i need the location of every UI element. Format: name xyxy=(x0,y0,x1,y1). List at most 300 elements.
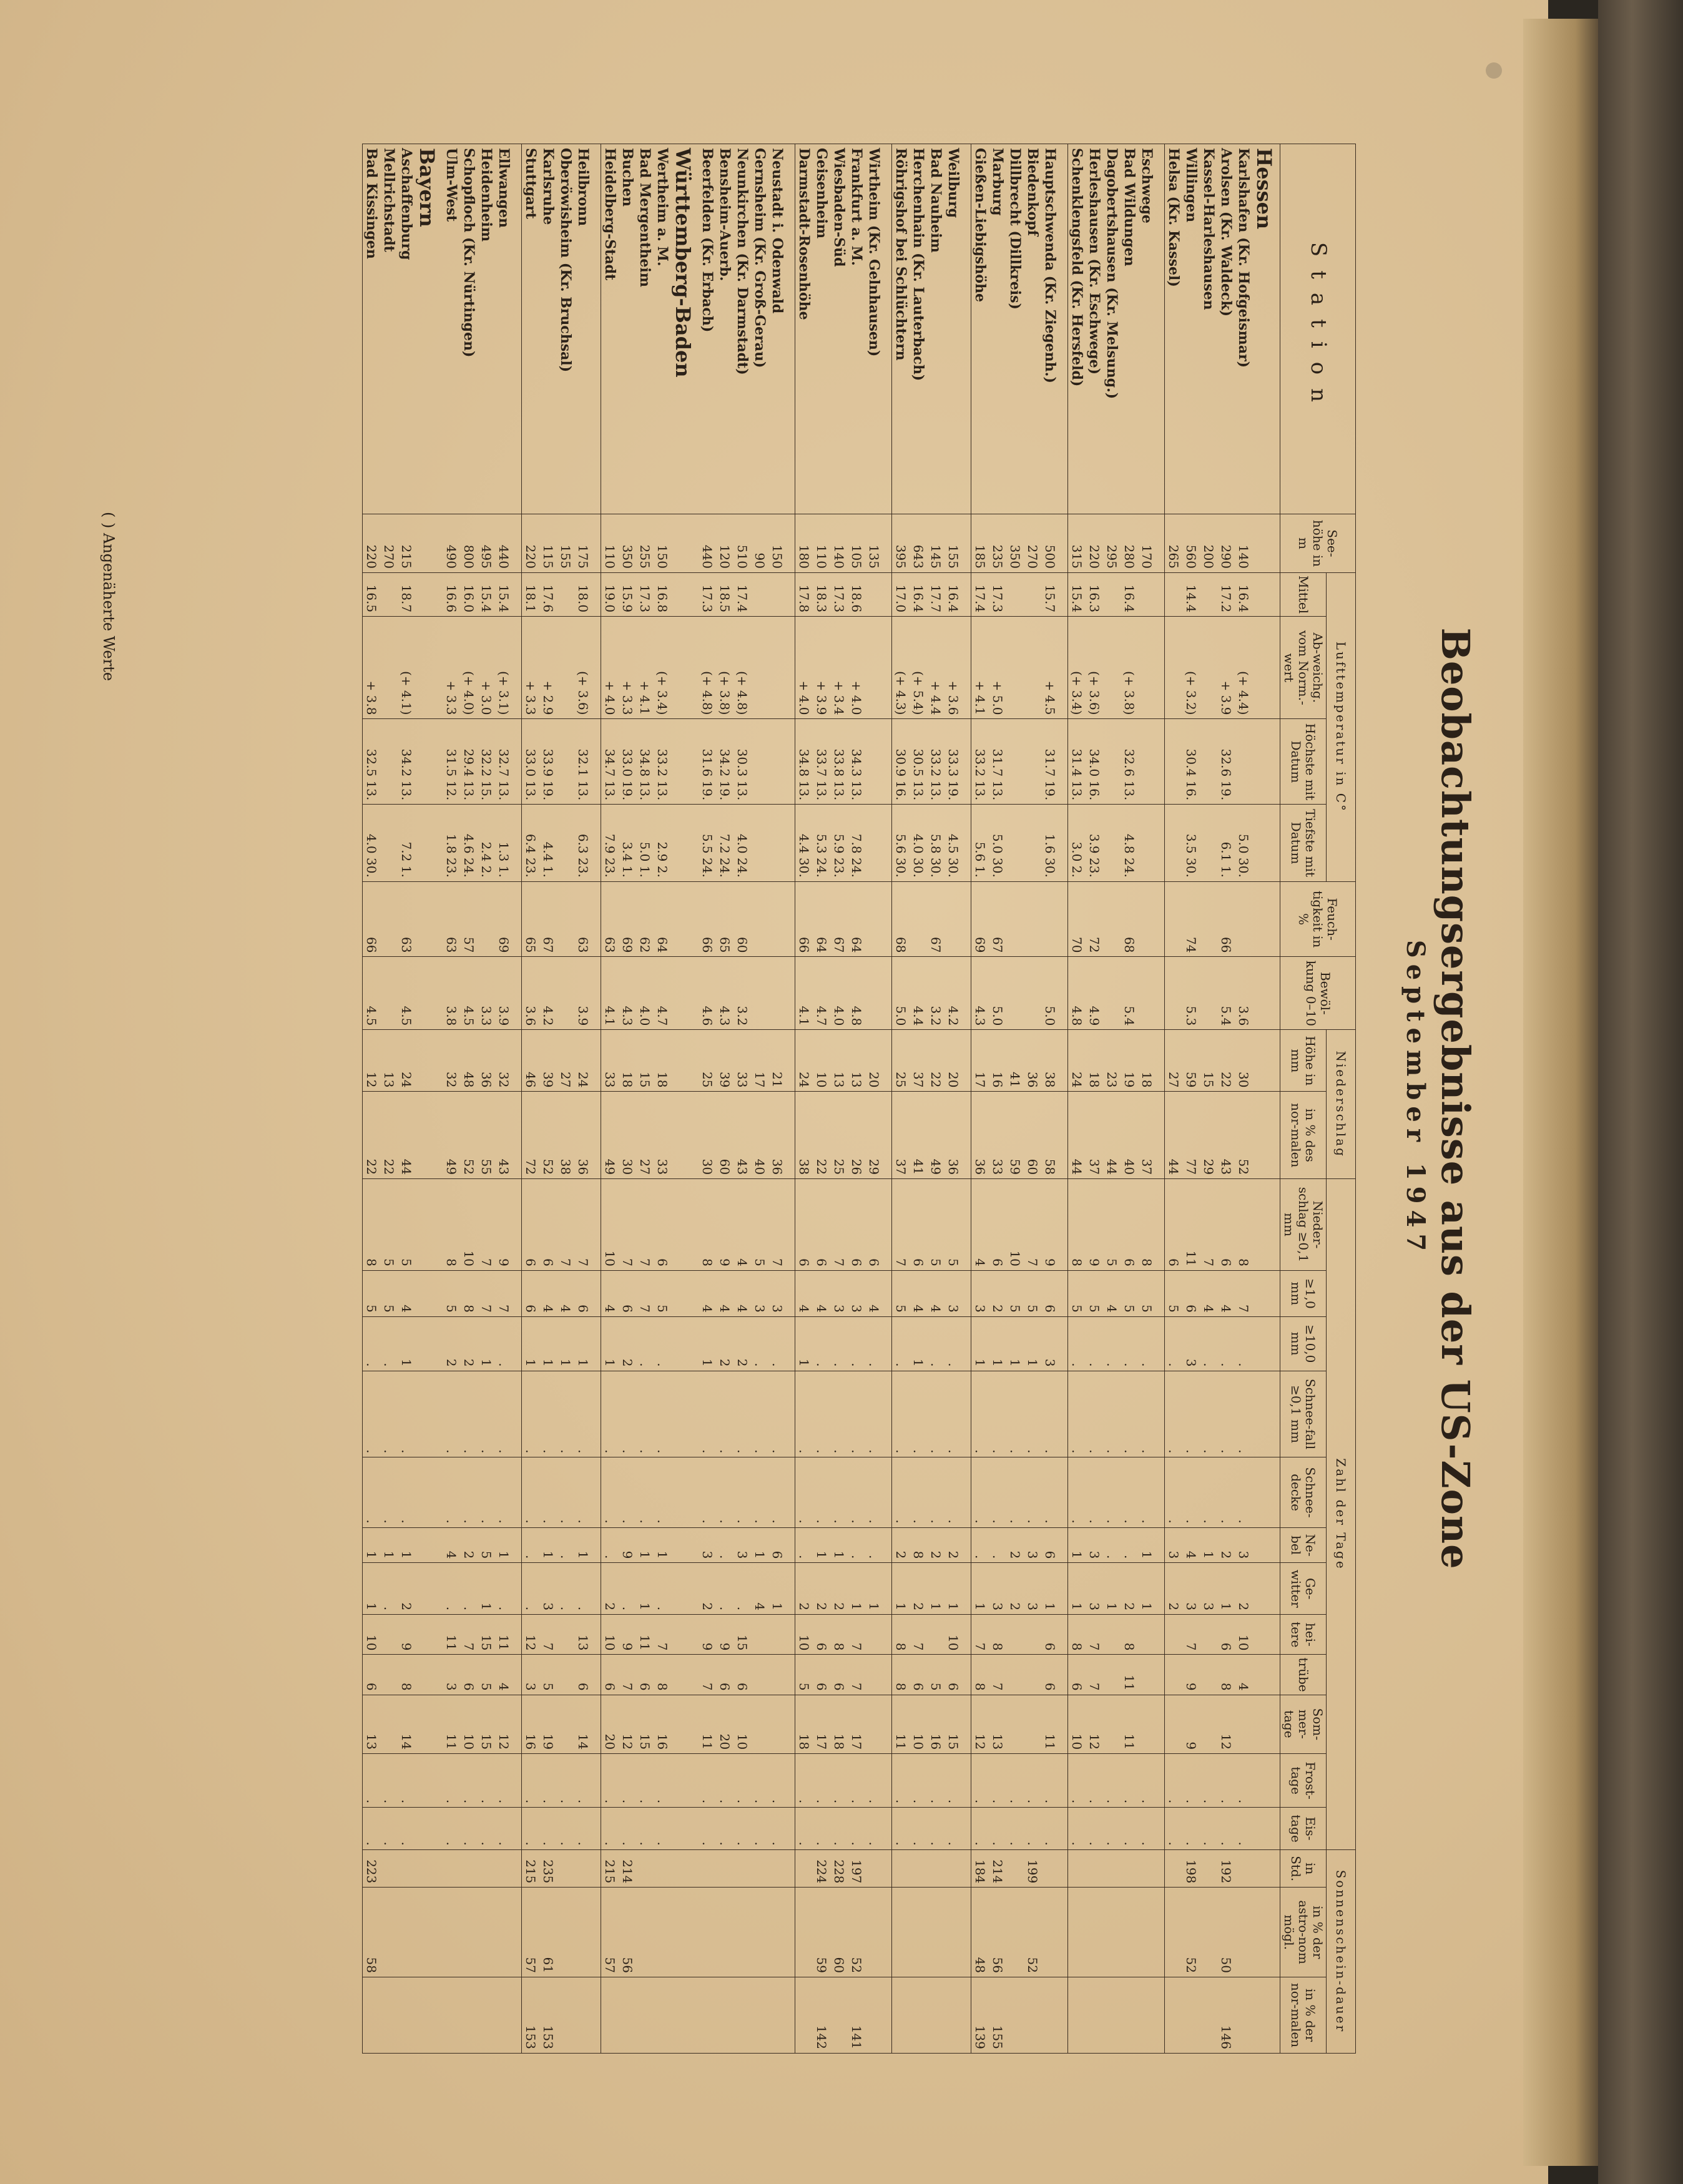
cell-n01: 6 xyxy=(848,1179,865,1271)
station-name: Willingen xyxy=(1182,144,1200,514)
cell-n01: 5 xyxy=(927,1179,945,1271)
cell-nsp xyxy=(513,1092,522,1179)
cell-hei xyxy=(927,1615,945,1655)
cell-bew: 4.7 xyxy=(654,957,671,1030)
cell-sst xyxy=(443,1849,460,1888)
cell-n01: 8 xyxy=(1138,1179,1156,1271)
col-feuchtigkeit: Feuch-tigkeit in % xyxy=(1280,881,1356,957)
cell-sst xyxy=(734,1849,751,1888)
cell-n10: . xyxy=(945,1316,962,1371)
cell-som xyxy=(865,1695,883,1754)
cell-n10: 3 xyxy=(1041,1316,1059,1371)
group-niederschlag: Niederschlag xyxy=(1327,1030,1356,1179)
cell-sd: . xyxy=(654,1457,671,1527)
cell-sst: 198 xyxy=(1182,1849,1200,1888)
cell-hei: 8 xyxy=(1068,1615,1086,1655)
cell-feu: 69 xyxy=(971,881,989,957)
cell-gew xyxy=(962,1563,971,1615)
cell-bew: 3.6 xyxy=(522,957,540,1030)
cell-hei: 8 xyxy=(892,1615,910,1655)
cell-mit: 16.5 xyxy=(363,572,381,616)
cell-sno xyxy=(768,1977,786,2053)
cell-nsh: 39 xyxy=(716,1030,734,1092)
cell-n10 xyxy=(592,1316,601,1371)
station-name: Röhrigshof bei Schlüchtern xyxy=(892,144,910,514)
cell-hei: 11 xyxy=(443,1615,460,1655)
cell-bew: 5.4 xyxy=(1121,957,1138,1030)
cell-gew: 4 xyxy=(751,1563,768,1615)
cell-n1 xyxy=(1059,1270,1068,1316)
cell-hoe: 33.2 13. xyxy=(971,719,989,805)
cell-h xyxy=(592,514,601,573)
cell-n1: 4 xyxy=(1217,1270,1235,1316)
cell-gew: 1 xyxy=(636,1563,654,1615)
cell-n01: 6 xyxy=(1165,1179,1183,1271)
cell-mit xyxy=(1156,572,1165,616)
station-name xyxy=(786,144,795,514)
cell-h: 200 xyxy=(1200,514,1217,573)
group-separator xyxy=(1059,144,1068,2054)
cell-sst: 197 xyxy=(848,1849,865,1888)
cell-feu: 68 xyxy=(892,881,910,957)
cell-eis: . xyxy=(927,1808,945,1850)
cell-som xyxy=(592,1695,601,1754)
cell-tru xyxy=(592,1655,601,1695)
cell-neb: 1 xyxy=(636,1527,654,1563)
cell-tru: 11 xyxy=(1121,1655,1138,1695)
cell-nsp: 33 xyxy=(654,1092,671,1179)
station-name xyxy=(1156,144,1165,514)
cell-gew xyxy=(513,1563,522,1615)
cell-n01 xyxy=(883,1179,892,1271)
cell-fro: . xyxy=(734,1754,751,1808)
cell-fro: . xyxy=(443,1754,460,1808)
cell-sf: . xyxy=(478,1371,495,1457)
cell-fro: . xyxy=(522,1754,540,1808)
cell-tru: 7 xyxy=(989,1655,1006,1695)
cell-neb: 2 xyxy=(1006,1527,1024,1563)
group-separator xyxy=(513,144,522,2054)
cell-sst xyxy=(415,1849,443,1888)
cell-neb: 3 xyxy=(1235,1527,1252,1563)
cell-abw xyxy=(592,617,601,719)
cell-hoe: 32.5 13. xyxy=(363,719,381,805)
cell-feu xyxy=(478,881,495,957)
cell-tie: 5.6 1. xyxy=(971,805,989,881)
cell-hei xyxy=(1059,1615,1068,1655)
cell-bew xyxy=(1165,957,1183,1030)
cell-sd: . xyxy=(751,1457,768,1527)
cell-mit: 17.8 xyxy=(795,572,813,616)
cell-sno xyxy=(945,1977,962,2053)
cell-sas xyxy=(699,1888,716,1977)
station-name: Bad Mergentheim xyxy=(636,144,654,514)
cell-n01: 7 xyxy=(892,1179,910,1271)
heading xyxy=(1401,37,1478,2160)
cell-som: 13 xyxy=(363,1695,381,1754)
cell-neb: . xyxy=(848,1527,865,1563)
cell-n01: 10 xyxy=(1006,1179,1024,1271)
cell-nsp: 49 xyxy=(443,1092,460,1179)
cell-sst xyxy=(883,1849,892,1888)
cell-n10 xyxy=(671,1316,699,1371)
table-row xyxy=(574,144,592,2054)
cell-bew: 5.0 xyxy=(1041,957,1059,1030)
table-row xyxy=(619,144,636,2054)
cell-eis: . xyxy=(945,1808,962,1850)
cell-gew: 1 xyxy=(892,1563,910,1615)
cell-abw xyxy=(1138,617,1156,719)
cell-tru: 3 xyxy=(522,1655,540,1695)
cell-abw: + 4.5 xyxy=(1041,617,1059,719)
cell-abw: + 4.0 xyxy=(848,617,865,719)
cell-hoe: 34.8 13. xyxy=(636,719,654,805)
cell-gew: 3 xyxy=(1200,1563,1217,1615)
cell-som xyxy=(1252,1695,1280,1754)
cell-gew: 3 xyxy=(989,1563,1006,1615)
cell-h: 440 xyxy=(699,514,716,573)
cell-feu: 63 xyxy=(574,881,592,957)
cell-eis xyxy=(415,1808,443,1850)
cell-sas xyxy=(962,1888,971,1977)
cell-bew xyxy=(786,957,795,1030)
cell-hoe: 29.4 13. xyxy=(460,719,478,805)
cell-fro: . xyxy=(478,1754,495,1808)
region-row xyxy=(415,144,443,2054)
cell-sf: . xyxy=(495,1371,513,1457)
cell-tie: 7.9 23. xyxy=(601,805,619,881)
cell-fro: . xyxy=(1121,1754,1138,1808)
cell-tie: 7.2 1. xyxy=(398,805,415,881)
cell-tie: 4.4 1. xyxy=(539,805,557,881)
cell-hei xyxy=(1006,1615,1024,1655)
cell-feu xyxy=(1059,881,1068,957)
cell-sno xyxy=(574,1977,592,2053)
station-name: Eschwege xyxy=(1138,144,1156,514)
station-name: Dagobertshausen (Kr. Melsung.) xyxy=(1103,144,1121,514)
cell-fro: . xyxy=(460,1754,478,1808)
cell-n1: 4 xyxy=(601,1270,619,1316)
cell-fro: . xyxy=(751,1754,768,1808)
cell-abw: (+ 4.1) xyxy=(398,617,415,719)
cell-sno xyxy=(495,1977,513,2053)
cell-h: 110 xyxy=(601,514,619,573)
cell-abw xyxy=(671,617,699,719)
cell-mit: 17.4 xyxy=(971,572,989,616)
cell-sf xyxy=(962,1371,971,1457)
cell-tie: 3.9 23. xyxy=(1086,805,1103,881)
cell-mit: 19.0 xyxy=(601,572,619,616)
cell-hei xyxy=(513,1615,522,1655)
station-name: Geisenheim xyxy=(813,144,830,514)
cell-sd: . xyxy=(716,1457,734,1527)
cell-sno xyxy=(619,1977,636,2053)
cell-sno xyxy=(883,1977,892,2053)
cell-feu: 62 xyxy=(636,881,654,957)
cell-tru: 6 xyxy=(363,1655,381,1695)
cell-sst: 235 xyxy=(539,1849,557,1888)
cell-hei xyxy=(1024,1615,1041,1655)
cell-hoe xyxy=(1138,719,1156,805)
cell-nsp: 55 xyxy=(478,1092,495,1179)
cell-tru xyxy=(883,1655,892,1695)
cell-n01: 6 xyxy=(813,1179,830,1271)
cell-sas xyxy=(795,1888,813,1977)
cell-feu xyxy=(1156,881,1165,957)
cell-hei xyxy=(786,1615,795,1655)
cell-feu xyxy=(1103,881,1121,957)
cell-nsh: 16 xyxy=(989,1030,1006,1092)
cell-som: 17 xyxy=(848,1695,865,1754)
observation-table xyxy=(362,144,1356,2054)
cell-sno xyxy=(1182,1977,1200,2053)
cell-tru: 7 xyxy=(699,1655,716,1695)
cell-n1: 4 xyxy=(557,1270,574,1316)
cell-feu: 69 xyxy=(619,881,636,957)
cell-hoe: 34.8 13. xyxy=(795,719,813,805)
cell-hei xyxy=(592,1615,601,1655)
cell-eis: . xyxy=(557,1808,574,1850)
table-row xyxy=(522,144,540,2054)
cell-nsp: 30 xyxy=(619,1092,636,1179)
cell-sst xyxy=(513,1849,522,1888)
cell-eis: . xyxy=(865,1808,883,1850)
cell-feu xyxy=(513,881,522,957)
cell-sst xyxy=(1235,1849,1252,1888)
cell-eis: . xyxy=(830,1808,848,1850)
cell-sno xyxy=(1068,1977,1086,2053)
cell-neb: 2 xyxy=(1217,1527,1235,1563)
cell-hei: 15 xyxy=(734,1615,751,1655)
cell-sf xyxy=(883,1371,892,1457)
cell-nsh: 30 xyxy=(1235,1030,1252,1092)
cell-hoe: 34.7 13. xyxy=(601,719,619,805)
cell-tru xyxy=(1024,1655,1041,1695)
cell-n01: 7 xyxy=(830,1179,848,1271)
cell-sas xyxy=(1068,1888,1086,1977)
cell-som: 20 xyxy=(716,1695,734,1754)
cell-h xyxy=(962,514,971,573)
cell-sas xyxy=(892,1888,910,1977)
cell-sst: 215 xyxy=(601,1849,619,1888)
cell-gew: 3 xyxy=(1024,1563,1041,1615)
cell-neb: . xyxy=(989,1527,1006,1563)
cell-n01: 9 xyxy=(716,1179,734,1271)
cell-tru: 6 xyxy=(910,1655,927,1695)
cell-tie: 6.1 1. xyxy=(1217,805,1235,881)
cell-sno xyxy=(830,1977,848,2053)
cell-som xyxy=(1165,1695,1183,1754)
cell-tru: 6 xyxy=(813,1655,830,1695)
cell-hoe xyxy=(883,719,892,805)
cell-bew: 4.5 xyxy=(363,957,381,1030)
cell-nsh: 23 xyxy=(1103,1030,1121,1092)
cell-neb: 2 xyxy=(945,1527,962,1563)
cell-feu xyxy=(380,881,398,957)
cell-hei xyxy=(557,1615,574,1655)
cell-h: 315 xyxy=(1068,514,1086,573)
cell-gew: 3 xyxy=(1086,1563,1103,1615)
station-name: Bad Nauheim xyxy=(927,144,945,514)
cell-fro: . xyxy=(945,1754,962,1808)
cell-n1: 6 xyxy=(1182,1270,1200,1316)
cell-sno xyxy=(1121,1977,1138,2053)
cell-feu: 72 xyxy=(1086,881,1103,957)
cell-eis: . xyxy=(1217,1808,1235,1850)
cell-n01: 8 xyxy=(443,1179,460,1271)
cell-neb: 4 xyxy=(443,1527,460,1563)
cell-sst: 224 xyxy=(813,1849,830,1888)
cell-h: 155 xyxy=(945,514,962,573)
cell-feu: 64 xyxy=(813,881,830,957)
cell-hei: 7 xyxy=(1182,1615,1200,1655)
cell-n1: 5 xyxy=(892,1270,910,1316)
table-row xyxy=(539,144,557,2054)
cell-sas xyxy=(460,1888,478,1977)
cell-som xyxy=(1235,1695,1252,1754)
cell-n10: 1 xyxy=(478,1316,495,1371)
table-row xyxy=(636,144,654,2054)
cell-bew: 3.6 xyxy=(1235,957,1252,1030)
cell-sas xyxy=(945,1888,962,1977)
cell-hei xyxy=(415,1615,443,1655)
cell-h: 495 xyxy=(478,514,495,573)
cell-sd: . xyxy=(557,1457,574,1527)
station-name: Biedenkopf xyxy=(1024,144,1041,514)
cell-n10 xyxy=(962,1316,971,1371)
cell-n10: 1 xyxy=(522,1316,540,1371)
cell-sf: . xyxy=(734,1371,751,1457)
cell-fro xyxy=(592,1754,601,1808)
cell-n10: . xyxy=(865,1316,883,1371)
cell-h: 270 xyxy=(380,514,398,573)
cell-tie xyxy=(751,805,768,881)
cell-eis xyxy=(786,1808,795,1850)
cell-neb: 1 xyxy=(1200,1527,1217,1563)
cell-hei xyxy=(1103,1615,1121,1655)
table-row xyxy=(654,144,671,2054)
cell-sd: . xyxy=(398,1457,415,1527)
cell-sd: . xyxy=(460,1457,478,1527)
cell-h: 135 xyxy=(865,514,883,573)
cell-mit: 16.4 xyxy=(945,572,962,616)
cell-feu xyxy=(1235,881,1252,957)
cell-sst xyxy=(671,1849,699,1888)
cell-tru: 6 xyxy=(945,1655,962,1695)
cell-tru: 7 xyxy=(619,1655,636,1695)
cell-eis: . xyxy=(380,1808,398,1850)
cell-tru: 3 xyxy=(443,1655,460,1695)
cell-sd: . xyxy=(363,1457,381,1527)
table-row xyxy=(751,144,768,2054)
cell-nsh: 32 xyxy=(443,1030,460,1092)
cell-sst: 192 xyxy=(1217,1849,1235,1888)
cell-eis xyxy=(962,1808,971,1850)
table-row xyxy=(495,144,513,2054)
cell-n1: 3 xyxy=(830,1270,848,1316)
cell-eis: . xyxy=(1006,1808,1024,1850)
cell-hoe: 33.8 13. xyxy=(830,719,848,805)
cell-n10: . xyxy=(363,1316,381,1371)
col-hoehe: See-höhe in m xyxy=(1280,514,1356,573)
cell-sst xyxy=(636,1849,654,1888)
cell-neb: . xyxy=(557,1527,574,1563)
cell-tru: 6 xyxy=(1041,1655,1059,1695)
cell-n1: 5 xyxy=(1086,1270,1103,1316)
cell-fro: . xyxy=(619,1754,636,1808)
cell-n10: . xyxy=(1235,1316,1252,1371)
cell-nsp xyxy=(1252,1092,1280,1179)
cell-mit xyxy=(865,572,883,616)
cell-sno xyxy=(786,1977,795,2053)
cell-sst xyxy=(910,1849,927,1888)
cell-nsp xyxy=(415,1092,443,1179)
cell-sno xyxy=(415,1977,443,2053)
cell-sno xyxy=(1165,1977,1183,2053)
cell-fro: . xyxy=(1165,1754,1183,1808)
cell-h: 290 xyxy=(1217,514,1235,573)
cell-bew: 4.3 xyxy=(716,957,734,1030)
cell-hoe: 33.0 13. xyxy=(522,719,540,805)
cell-n10: . xyxy=(654,1316,671,1371)
cell-tru: 6 xyxy=(1068,1655,1086,1695)
cell-tru: 7 xyxy=(1086,1655,1103,1695)
cell-hoe: 31.6 19. xyxy=(699,719,716,805)
cell-bew: 5.0 xyxy=(892,957,910,1030)
cell-n1 xyxy=(883,1270,892,1316)
cell-nsh: 13 xyxy=(830,1030,848,1092)
cell-bew xyxy=(671,957,699,1030)
cell-mit: 18.1 xyxy=(522,572,540,616)
cell-hoe xyxy=(768,719,786,805)
cell-eis: . xyxy=(971,1808,989,1850)
group-separator xyxy=(962,144,971,2054)
col-header: Ge-witter xyxy=(1280,1563,1327,1615)
cell-n01: 8 xyxy=(699,1179,716,1271)
cell-neb xyxy=(415,1527,443,1563)
cell-hoe: 33.2 13. xyxy=(654,719,671,805)
cell-som: 12 xyxy=(619,1695,636,1754)
cell-neb: 1 xyxy=(751,1527,768,1563)
cell-sf xyxy=(671,1371,699,1457)
cell-abw: (+ 3.1) xyxy=(495,617,513,719)
cell-nsh: 17 xyxy=(971,1030,989,1092)
cell-hei: 11 xyxy=(495,1615,513,1655)
cell-n10 xyxy=(786,1316,795,1371)
cell-nsp: 60 xyxy=(1024,1092,1041,1179)
station-name: Helsa (Kr. Kassel) xyxy=(1165,144,1183,514)
cell-fro: . xyxy=(495,1754,513,1808)
cell-eis: . xyxy=(1200,1808,1217,1850)
cell-sno: 153 xyxy=(522,1977,540,2053)
cell-nsp: 29 xyxy=(1200,1092,1217,1179)
cell-sno xyxy=(592,1977,601,2053)
cell-sst xyxy=(460,1849,478,1888)
cell-h: 220 xyxy=(1086,514,1103,573)
group-separator xyxy=(1156,144,1165,2054)
cell-hoe: 34.3 13. xyxy=(848,719,865,805)
cell-nsp: 52 xyxy=(539,1092,557,1179)
cell-fro: . xyxy=(830,1754,848,1808)
cell-neb: . xyxy=(522,1527,540,1563)
table-row xyxy=(1235,144,1252,2054)
station-name: Herchenhain (Kr. Lauterbach) xyxy=(910,144,927,514)
region-row xyxy=(671,144,699,2054)
cell-neb: 3 xyxy=(734,1527,751,1563)
station-name: Arolsen (Kr. Waldeck) xyxy=(1217,144,1235,514)
cell-nsp: 38 xyxy=(557,1092,574,1179)
cell-n01: 6 xyxy=(522,1179,540,1271)
